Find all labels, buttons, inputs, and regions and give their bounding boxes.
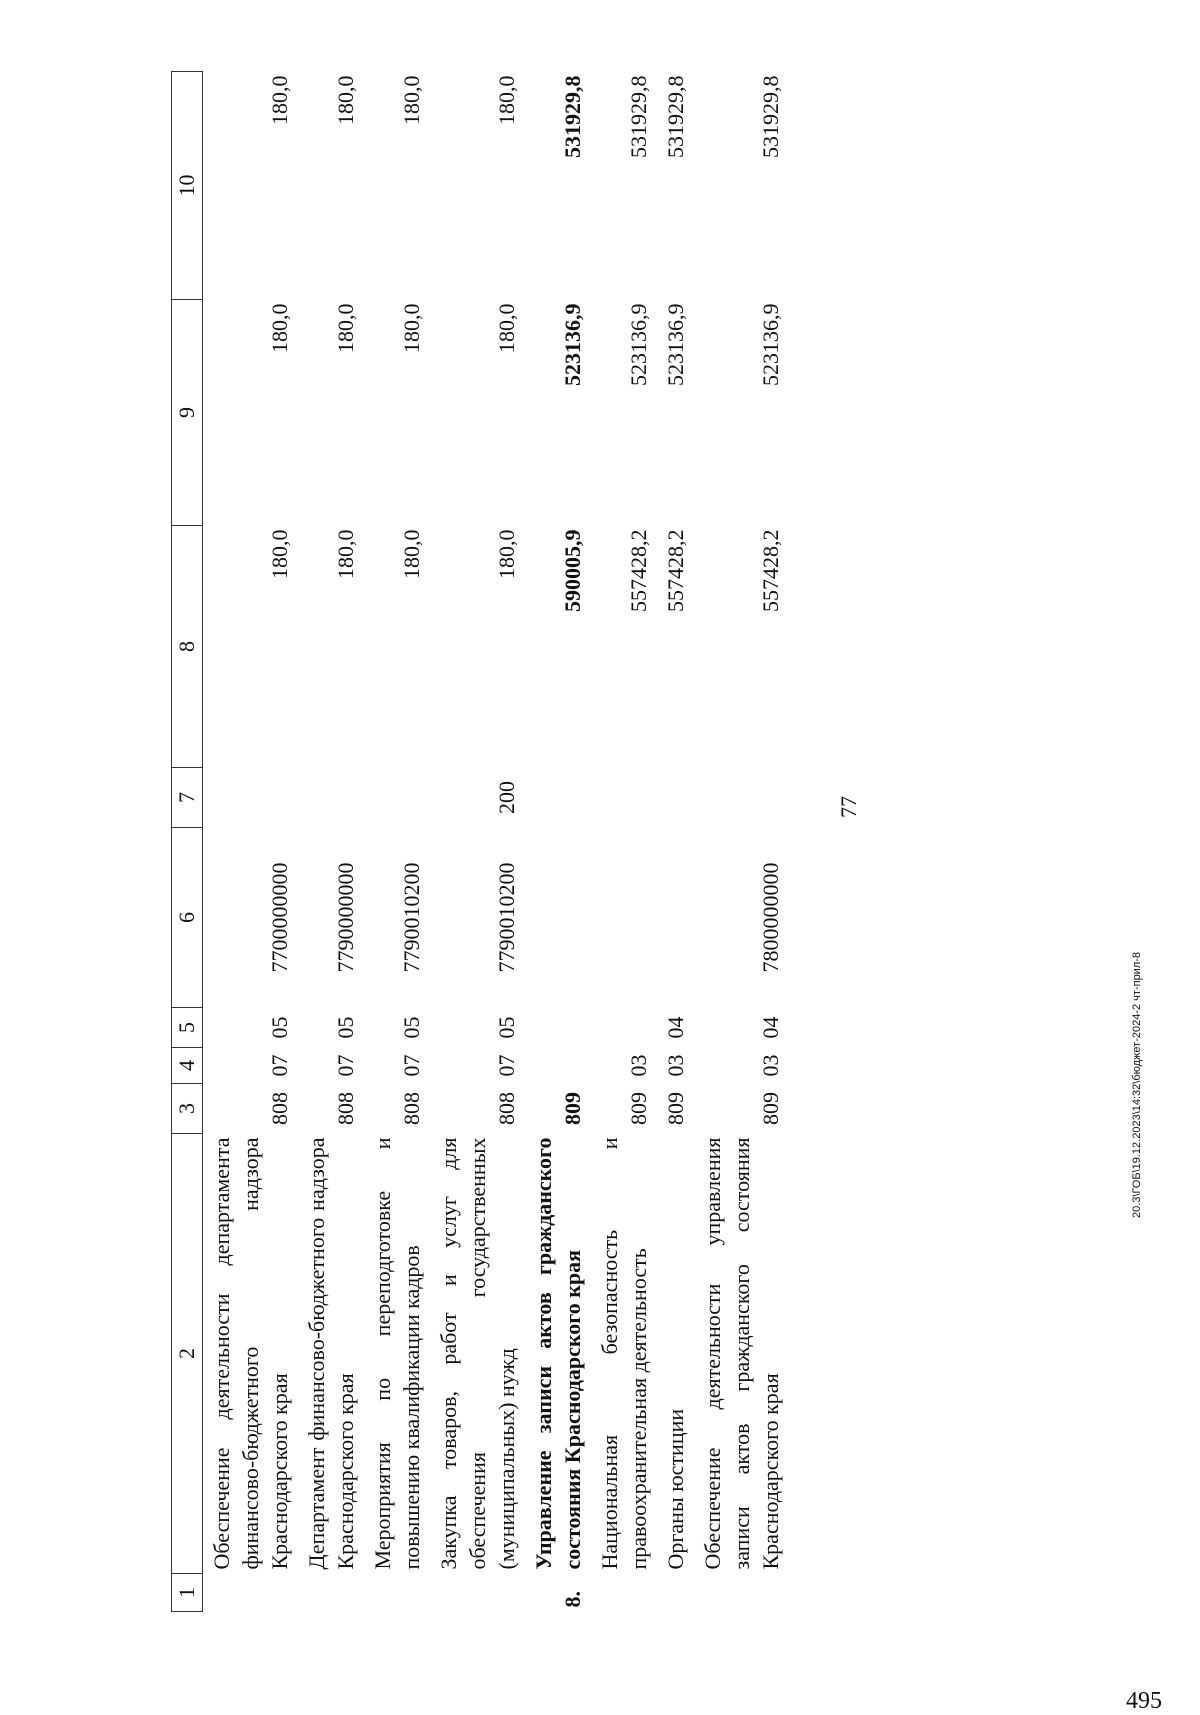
cell-ministry: 809 xyxy=(663,1092,688,1125)
cell-expense-type xyxy=(694,768,789,828)
table-header-row xyxy=(172,72,203,1612)
col-header: 7 xyxy=(172,768,203,828)
cell-amount: 180,0 xyxy=(399,75,424,125)
cell-subsection: 05 xyxy=(494,1016,519,1039)
cell-amount: 523136,9 xyxy=(626,303,651,386)
cell-amount: 180,0 xyxy=(333,529,358,579)
cell-ministry: 808 xyxy=(333,1092,358,1125)
table-row xyxy=(591,72,657,1612)
cell-amount: 523136,9 xyxy=(758,303,783,386)
cell-ministry: 809 xyxy=(758,1092,783,1125)
col-header: 8 xyxy=(172,526,203,768)
col-header: 4 xyxy=(172,1048,203,1084)
cell-ministry: 808 xyxy=(494,1092,519,1125)
row-name: Обеспечение деятельности управления записи актов гражданского состояния Краснодарского края xyxy=(700,1137,783,1570)
cell-target: 7790010200 xyxy=(494,862,519,973)
cell-amount: 523136,9 xyxy=(560,303,585,386)
cell-section: 03 xyxy=(626,1054,651,1077)
cell-target xyxy=(525,828,591,1008)
col-header: 5 xyxy=(172,1008,203,1048)
cell-ministry: 808 xyxy=(399,1092,424,1125)
cell-expense-type xyxy=(657,768,694,828)
cell-amount: 180,0 xyxy=(494,75,519,125)
col-header: 10 xyxy=(172,72,203,300)
cell-ministry: 809 xyxy=(626,1092,651,1125)
row-number xyxy=(430,1574,525,1612)
table-row xyxy=(298,72,364,1612)
cell-amount: 531929,8 xyxy=(663,75,688,158)
col-header: 1 xyxy=(172,1574,203,1612)
cell-target: 7790000000 xyxy=(333,862,358,973)
cell-section: 07 xyxy=(494,1054,519,1077)
cell-subsection: 05 xyxy=(399,1016,424,1039)
cell-ministry: 808 xyxy=(267,1092,292,1125)
cell-amount: 180,0 xyxy=(399,303,424,353)
cell-amount: 180,0 xyxy=(267,529,292,579)
row-name: Органы юстиции xyxy=(663,1408,688,1570)
cell-target: 7700000000 xyxy=(267,862,292,973)
cell-expense-type xyxy=(525,768,591,828)
table-row xyxy=(430,72,525,1612)
cell-section: 07 xyxy=(267,1054,292,1077)
cell-section: 03 xyxy=(663,1054,688,1077)
table-row-section xyxy=(525,72,591,1612)
cell-amount: 180,0 xyxy=(333,75,358,125)
cell-subsection: 05 xyxy=(267,1016,292,1039)
col-header: 3 xyxy=(172,1084,203,1134)
cell-amount: 180,0 xyxy=(399,529,424,579)
budget-table-container xyxy=(171,72,931,1612)
cell-subsection xyxy=(591,1008,657,1048)
cell-amount: 180,0 xyxy=(494,303,519,353)
row-name: Закупка товаров, работ и услуг для обеспечения государственных (муниципальных) нужд xyxy=(436,1137,519,1570)
cell-amount: 557428,2 xyxy=(663,529,688,612)
cell-target xyxy=(591,828,657,1008)
cell-amount: 180,0 xyxy=(333,303,358,353)
cell-subsection: 04 xyxy=(663,1016,688,1039)
cell-subsection: 05 xyxy=(333,1016,358,1039)
col-header: 2 xyxy=(172,1134,203,1574)
row-number xyxy=(694,1574,789,1612)
cell-amount: 523136,9 xyxy=(663,303,688,386)
cell-section: 03 xyxy=(758,1054,783,1077)
cell-section: 07 xyxy=(333,1054,358,1077)
cell-amount: 531929,8 xyxy=(758,75,783,158)
row-number xyxy=(657,1574,694,1612)
cell-expense-type xyxy=(203,768,299,828)
row-number: 8. xyxy=(560,1591,585,1608)
cell-target xyxy=(657,828,694,1008)
cell-amount: 590005,9 xyxy=(560,529,585,612)
cell-amount: 180,0 xyxy=(494,529,519,579)
table-row xyxy=(694,72,789,1612)
table-row xyxy=(364,72,430,1612)
cell-expense-type xyxy=(591,768,657,828)
page-number: 77 xyxy=(836,796,861,818)
cell-section: 07 xyxy=(399,1054,424,1077)
row-name: Национальная безопасность и правоохранительная деятельность xyxy=(597,1137,651,1570)
row-name: Управление записи актов гражданского состояния Краснодарского края xyxy=(531,1137,585,1570)
cell-amount: 531929,8 xyxy=(626,75,651,158)
cell-expense-type: 200 xyxy=(494,781,519,814)
cell-ministry: 809 xyxy=(560,1092,585,1125)
cell-subsection xyxy=(525,1008,591,1048)
cell-expense-type xyxy=(364,768,430,828)
table-row xyxy=(657,72,694,1612)
col-header: 9 xyxy=(172,300,203,526)
cell-amount: 180,0 xyxy=(267,75,292,125)
row-number xyxy=(298,1574,364,1612)
cell-subsection: 04 xyxy=(758,1016,783,1039)
cell-amount: 557428,2 xyxy=(626,529,651,612)
cell-expense-type xyxy=(298,768,364,828)
sheet-number: 495 xyxy=(1126,1688,1162,1714)
footer-path: 20.3\ГОБ\19.12.2023\14:32\бюджет-2024-2 чт-прил-8 xyxy=(1131,951,1143,1218)
row-name: Мероприятия по переподготовке и повышению квалификации кадров xyxy=(370,1137,424,1570)
col-header: 6 xyxy=(172,828,203,1008)
row-number xyxy=(203,1574,299,1612)
cell-target: 7790010200 xyxy=(399,862,424,973)
cell-amount: 180,0 xyxy=(267,303,292,353)
row-name: Департамент финансово-бюджетного надзора Краснодарского края xyxy=(304,1137,358,1570)
cell-target: 7800000000 xyxy=(758,862,783,973)
cell-section xyxy=(525,1048,591,1084)
cell-amount: 557428,2 xyxy=(758,529,783,612)
row-name: Обеспечение деятельности департамента финансово-бюджетного надзора Краснодарского края xyxy=(209,1137,292,1570)
budget-table xyxy=(171,71,789,1612)
table-row xyxy=(203,72,299,1612)
row-number xyxy=(364,1574,430,1612)
row-number xyxy=(591,1574,657,1612)
cell-amount: 531929,8 xyxy=(560,75,585,158)
